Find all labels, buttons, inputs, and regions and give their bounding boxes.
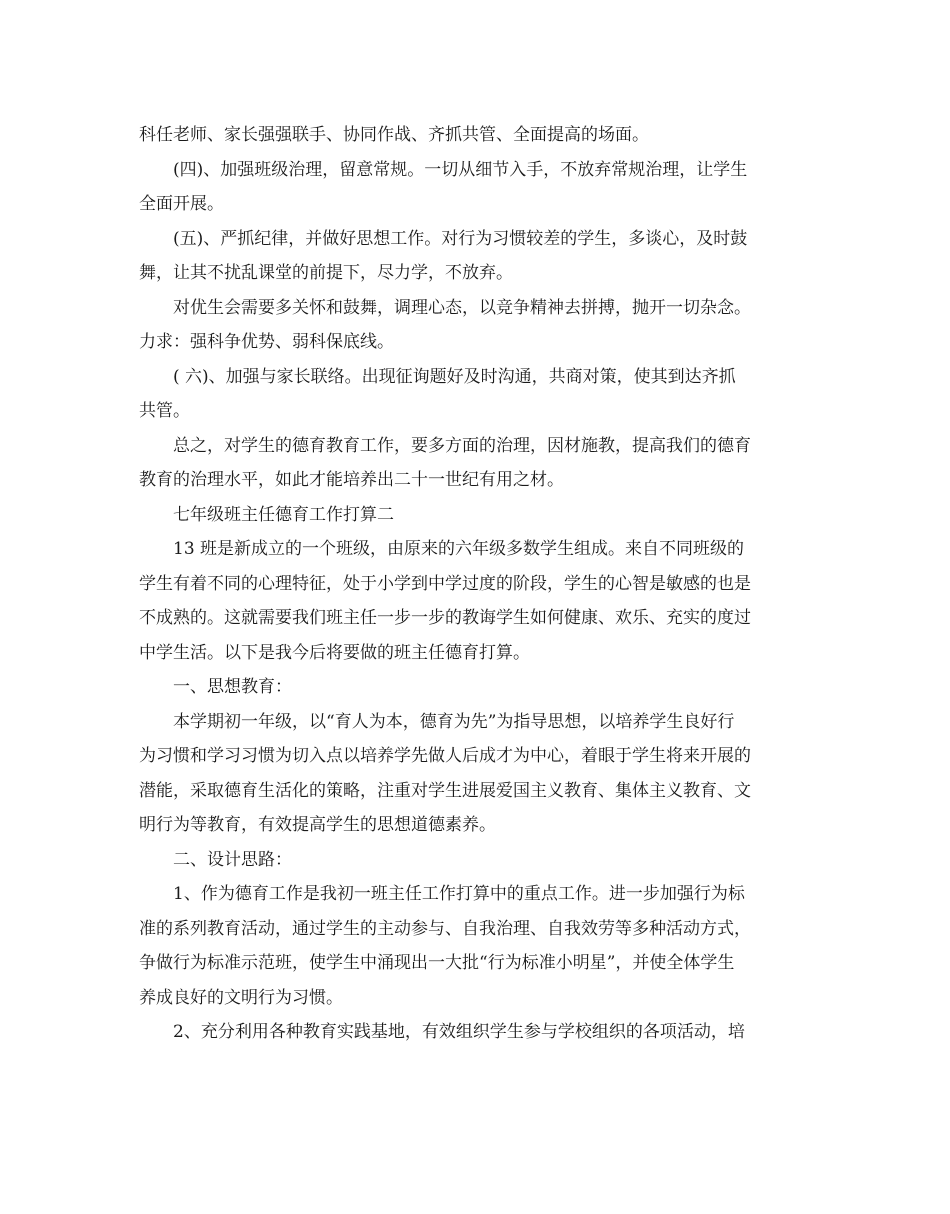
text-line: 舞，让其不扰乱课堂的前提下，尽力学，不放弃。 (139, 263, 513, 283)
text-line: 中学生活。以下是我今后将要做的班主任德育打算。 (139, 642, 530, 663)
text-line: 2、充分利用各种教育实践基地，有效组织学生参与学校组织的各项活动，培 (173, 1022, 745, 1042)
text-line: 本学期初一年级，以“育人为本，德育为先”为指导思想，以培养学生良好行 (173, 711, 735, 732)
text-line: (四)、加强班级治理，留意常规。一切从细节入手，不放弃常规治理，让学生 (173, 159, 748, 180)
text-line: 二、设计思路： (173, 849, 292, 870)
text-line: 对优生会需要多关怀和鼓舞，调理心态，以竞争精神去拼搏，抛开一切杂念。 (173, 297, 751, 318)
text-line: 养成良好的文明行为习惯。 (139, 987, 343, 1008)
text-line: ( 六)、加强与家长联络。出现征询题好及时沟通，共商对策，使其到达齐抓 (173, 366, 736, 387)
text-line: 力求：强科争优势、弱科保底线。 (139, 332, 394, 352)
text-line: 潜能，采取德育生活化的策略，注重对学生进展爱国主义教育、集体主义教育、文 (139, 780, 751, 801)
text-line: 一、思想教育： (173, 677, 292, 697)
text-line: 1、作为德育工作是我初一班主任工作打算中的重点工作。进一步加强行为标 (173, 884, 745, 904)
document-body (139, 118, 815, 1050)
text-line: 科任老师、家长强强联手、协同作战、齐抓共管、全面提高的场面。 (139, 125, 649, 145)
text-line: 不成熟的。这就需要我们班主任一步一步的教诲学生如何健康、欢乐、充实的度过 (139, 608, 751, 628)
text-line: 学生有着不同的心理特征，处于小学到中学过度的阶段，学生的心智是敏感的也是 (139, 573, 751, 594)
text-line: 13 班是新成立的一个班级，由原来的六年级多数学生组成。来自不同班级的 (173, 539, 745, 559)
text-line: 教育的治理水平，如此才能培养出二十一世纪有用之材。 (139, 470, 564, 490)
text-line: 明行为等教育，有效提高学生的思想道德素养。 (139, 815, 496, 835)
text-line: 共管。 (139, 401, 190, 421)
text-line: 为习惯和学习习惯为切入点以培养学先做人后成才为中心，着眼于学生将来开展的 (139, 746, 751, 766)
text-line: 七年级班主任德育工作打算二 (173, 504, 394, 525)
text-line: 争做行为标准示范班，使学生中涌现出一大批“行为标准小明星”，并使全体学生 (139, 953, 735, 973)
text-line: 总之，对学生的德育教育工作，要多方面的治理，因材施教，提高我们的德育 (173, 435, 751, 456)
text-line: 准的系列教育活动，通过学生的主动参与、自我治理、自我效劳等多种活动方式， (139, 918, 751, 939)
text-line: (五)、严抓纪律，并做好思想工作。对行为习惯较差的学生，多谈心，及时鼓 (173, 228, 748, 249)
text-line: 全面开展。 (139, 194, 224, 214)
